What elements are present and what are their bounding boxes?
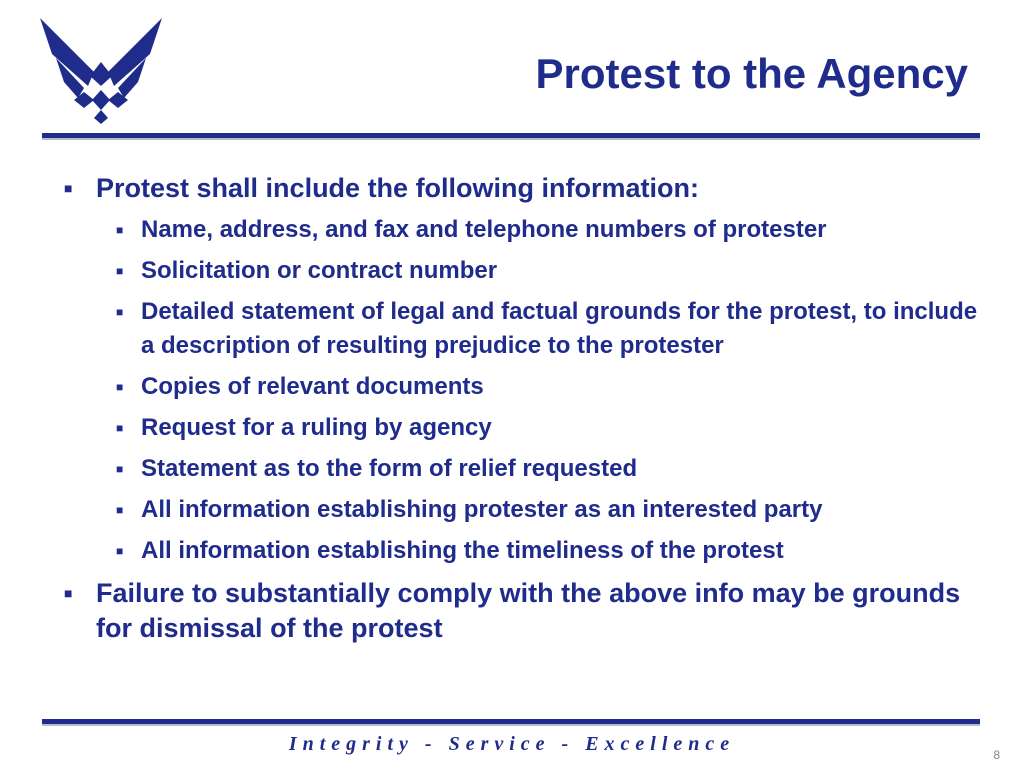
slide-content <box>60 171 980 646</box>
sub-bullet-text: Detailed statement of legal and factual grounds for the protest, to include a description of resulting prejudice to the protester <box>141 298 978 359</box>
sub-bullet-item <box>96 493 980 527</box>
sub-bullet-text: Copies of relevant documents <box>141 373 484 400</box>
sub-bullet-text: Solicitation or contract number <box>141 257 498 284</box>
footer-divider-shadow <box>42 724 980 726</box>
square-bullet-icon: ■ <box>64 180 73 196</box>
sub-bullet-item <box>96 370 980 404</box>
sub-bullet-item <box>96 213 980 247</box>
air-force-logo <box>38 14 164 126</box>
square-bullet-icon: ■ <box>116 503 124 517</box>
page-number: 8 <box>993 748 1000 762</box>
square-bullet-icon: ■ <box>116 380 124 394</box>
sub-bullet-item <box>96 452 980 486</box>
square-bullet-icon: ■ <box>116 264 124 278</box>
sub-bullet-item <box>96 254 980 288</box>
bullet-list <box>60 171 980 646</box>
sub-bullet-text: All information establishing protester as an interested party <box>141 496 823 523</box>
bullet-item <box>60 171 980 568</box>
sub-bullet-item <box>96 411 980 445</box>
square-bullet-icon: ■ <box>116 223 124 237</box>
bullet-item <box>60 576 980 646</box>
slide-title: Protest to the Agency <box>535 50 968 97</box>
sub-bullet-text: All information establishing the timeliness of the protest <box>141 537 784 564</box>
sub-bullet-list <box>96 213 980 568</box>
sub-bullet-text: Name, address, and fax and telephone numbers of protester <box>141 216 827 243</box>
sub-bullet-text: Request for a ruling by agency <box>141 414 492 441</box>
square-bullet-icon: ■ <box>116 462 124 476</box>
sub-bullet-item <box>96 534 980 568</box>
square-bullet-icon: ■ <box>116 421 124 435</box>
bullet-text: Protest shall include the following information: <box>96 173 700 203</box>
square-bullet-icon: ■ <box>116 305 124 319</box>
footer-motto: Integrity - Service - Excellence <box>288 733 736 755</box>
sub-bullet-item <box>96 295 980 363</box>
square-bullet-icon: ■ <box>64 585 73 601</box>
header-divider-shadow <box>42 138 980 140</box>
sub-bullet-text: Statement as to the form of relief requested <box>141 455 638 482</box>
bullet-text: Failure to substantially comply with the above info may be grounds for dismissal of the protest <box>96 578 961 643</box>
square-bullet-icon: ■ <box>116 544 124 558</box>
